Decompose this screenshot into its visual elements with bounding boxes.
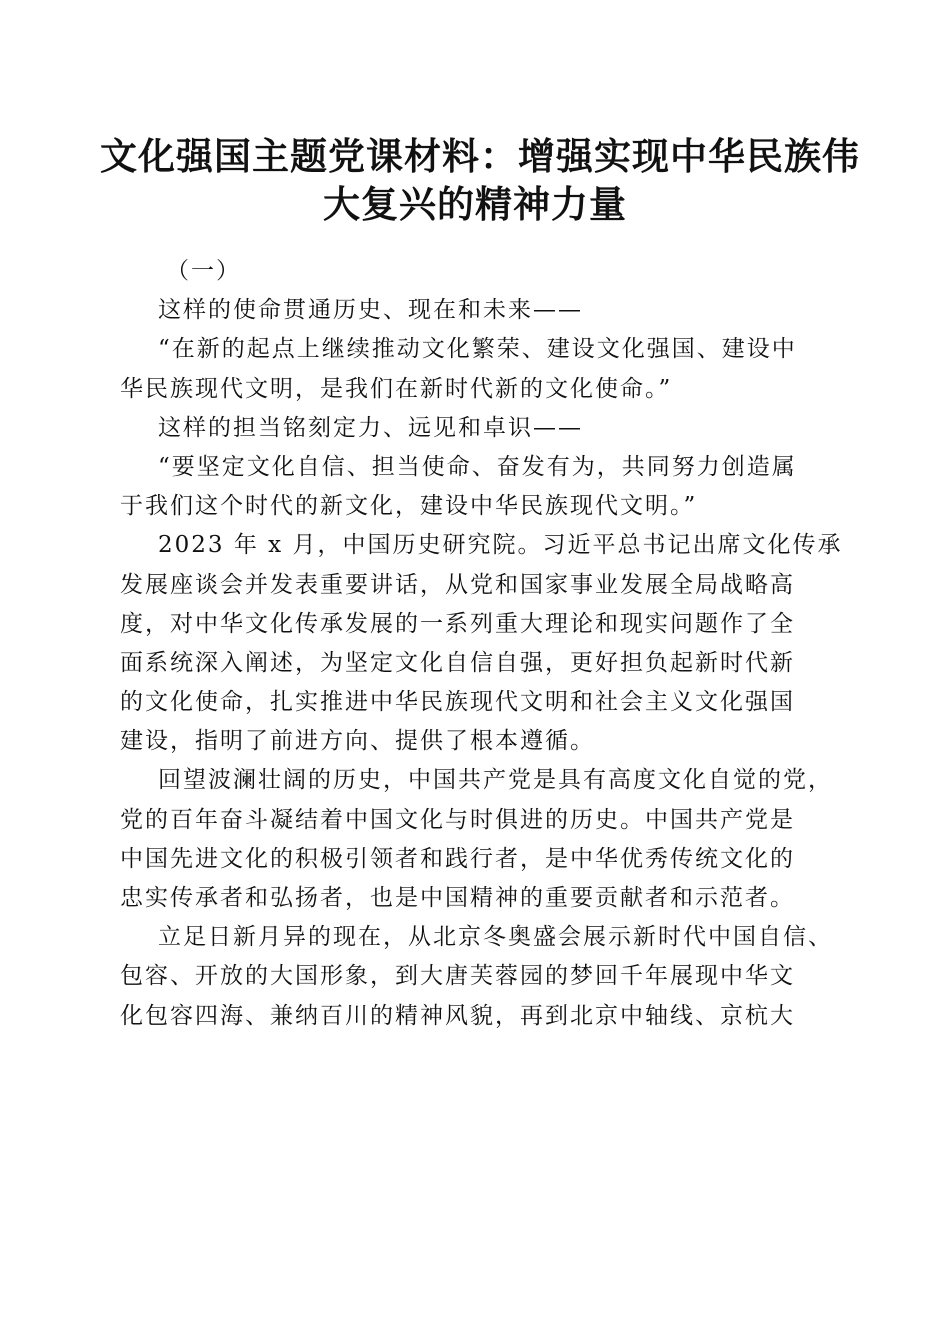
paragraph-line: 中国先进文化的积极引领者和践行者，是中华优秀传统文化的 — [120, 845, 795, 872]
title-line-2: 大复兴的精神力量 — [323, 182, 627, 226]
paragraph-line: “要坚定文化自信、担当使命、奋发有为，共同努力创造属 — [158, 453, 797, 480]
paragraph-line: 发展座谈会并发表重要讲话，从党和国家事业发展全局战略高 — [120, 571, 795, 598]
section-heading: （一） — [166, 258, 241, 284]
document-title — [100, 132, 860, 228]
paragraph-line: 华民族现代文明，是我们在新时代新的文化使命。” — [120, 375, 673, 402]
paragraph-line: 2023 年 x 月，中国历史研究院。习近平总书记出席文化传承 — [158, 532, 843, 559]
paragraph-line: 这样的担当铭刻定力、远见和卓识—— — [158, 414, 583, 441]
paragraph-line: 党的百年奋斗凝结着中国文化与时俱进的历史。中国共产党是 — [120, 806, 795, 833]
title-line-1: 文化强国主题党课材料：增强实现中华民族伟 — [100, 134, 860, 178]
paragraph-line: 建设，指明了前进方向、提供了根本遵循。 — [120, 728, 595, 755]
paragraph-line: 立足日新月异的现在，从北京冬奥盛会展示新时代中国自信、 — [158, 924, 833, 951]
paragraph-line: 面系统深入阐述，为坚定文化自信自强，更好担负起新时代新 — [120, 649, 795, 676]
paragraph-line: 的文化使命，扎实推进中华民族现代文明和社会主义文化强国 — [120, 689, 795, 716]
paragraph-line: 包容、开放的大国形象，到大唐芙蓉园的梦回千年展现中华文 — [120, 963, 795, 990]
paragraph-line: 化包容四海、兼纳百川的精神风貌，再到北京中轴线、京杭大 — [120, 1002, 795, 1029]
paragraph-line: “在新的起点上继续推动文化繁荣、建设文化强国、建设中 — [158, 336, 797, 363]
paragraph-line: 这样的使命贯通历史、现在和未来—— — [158, 297, 583, 324]
paragraph-line: 度，对中华文化传承发展的一系列重大理论和现实问题作了全 — [120, 610, 795, 637]
paragraph-line: 于我们这个时代的新文化，建设中华民族现代文明。” — [120, 493, 698, 520]
paragraph-line: 回望波澜壮阔的历史，中国共产党是具有高度文化自觉的党， — [158, 767, 833, 794]
document-body — [120, 252, 843, 1036]
paragraph-line: 忠实传承者和弘扬者，也是中国精神的重要贡献者和示范者。 — [120, 885, 795, 911]
